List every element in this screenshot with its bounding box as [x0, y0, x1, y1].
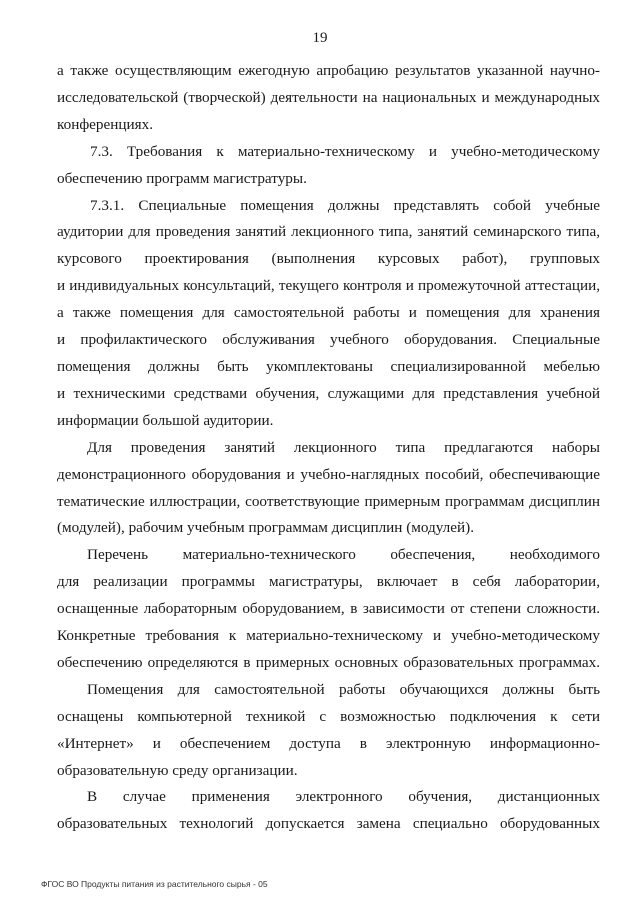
text-line: «Интернет» и обеспечением доступа в электронную информационно-: [57, 734, 600, 752]
text-line: аудитории для проведения занятий лекционного типа, занятий семинарского типа,: [57, 223, 600, 241]
text-line: для реализации программы магистратуры, включает в себя лаборатории,: [57, 573, 600, 591]
text-line: оснащены компьютерной техникой с возможностью подключения к сети: [57, 707, 600, 725]
text-line: и техническими средствами обучения, служащими для представления учебной: [57, 384, 600, 402]
text-line: а также осуществляющим ежегодную апробацию результатов указанной научно-: [57, 62, 600, 79]
text-line: и профилактического обслуживания учебного оборудования. Специальные: [57, 331, 600, 349]
text-line: информации большой аудитории.: [57, 411, 274, 429]
text-line: 7.3. Требования к материально-техническому и учебно-методическому: [90, 142, 600, 160]
text-line: Помещения для самостоятельной работы обучающихся должны быть: [87, 680, 600, 698]
text-line: (модулей), рабочим учебным программам дисциплин (модулей).: [57, 519, 474, 537]
text-line: помещения должны быть укомплектованы специализированной мебелью: [57, 357, 600, 375]
text-line: исследовательской (творческой) деятельности на национальных и международных: [57, 88, 600, 106]
paragraph: [57, 677, 600, 785]
paragraph: [57, 193, 600, 435]
text-line: а также помещения для самостоятельной работы и помещения для хранения: [57, 304, 600, 322]
text-line: Для проведения занятий лекционного типа предлагаются наборы: [87, 438, 600, 456]
text-line: образовательную среду организации.: [57, 761, 298, 779]
text-line: оснащенные лабораторным оборудованием, в зависимости от степени сложности.: [57, 600, 600, 618]
paragraph: [57, 435, 600, 543]
paragraph: [57, 542, 600, 677]
paragraph: [57, 784, 600, 838]
paragraph: [57, 58, 600, 139]
text-line: тематические иллюстрации, соответствующие примерным программам дисциплин: [57, 492, 600, 510]
text-line: образовательных технологий допускается замена специально оборудованных: [57, 815, 600, 833]
text-line: 7.3.1. Специальные помещения должны представлять собой учебные: [90, 196, 600, 214]
page-number: 19: [312, 30, 328, 46]
text-line: демонстрационного оборудования и учебно-наглядных пособий, обеспечивающие: [57, 465, 600, 483]
text-line: Перечень материально-технического обеспечения, необходимого: [87, 546, 600, 564]
document-footer: ФГОС ВО Продукты питания из растительного сырья - 05: [41, 879, 268, 889]
text-line: и индивидуальных консультаций, текущего контроля и промежуточной аттестации,: [57, 277, 600, 295]
document-body: [57, 58, 600, 838]
text-line: Конкретные требования к материально-техническому и учебно-методическому: [57, 627, 600, 645]
text-line: конференциях.: [57, 115, 154, 133]
text-line: обеспечению определяются в примерных основных образовательных программах.: [57, 653, 600, 671]
text-line: курсового проектирования (выполнения курсовых работ), групповых: [57, 250, 600, 268]
text-line: В случае применения электронного обучения, дистанционных: [87, 788, 600, 806]
text-line: обеспечению программ магистратуры.: [57, 169, 307, 187]
section-heading-paragraph: [57, 139, 600, 193]
